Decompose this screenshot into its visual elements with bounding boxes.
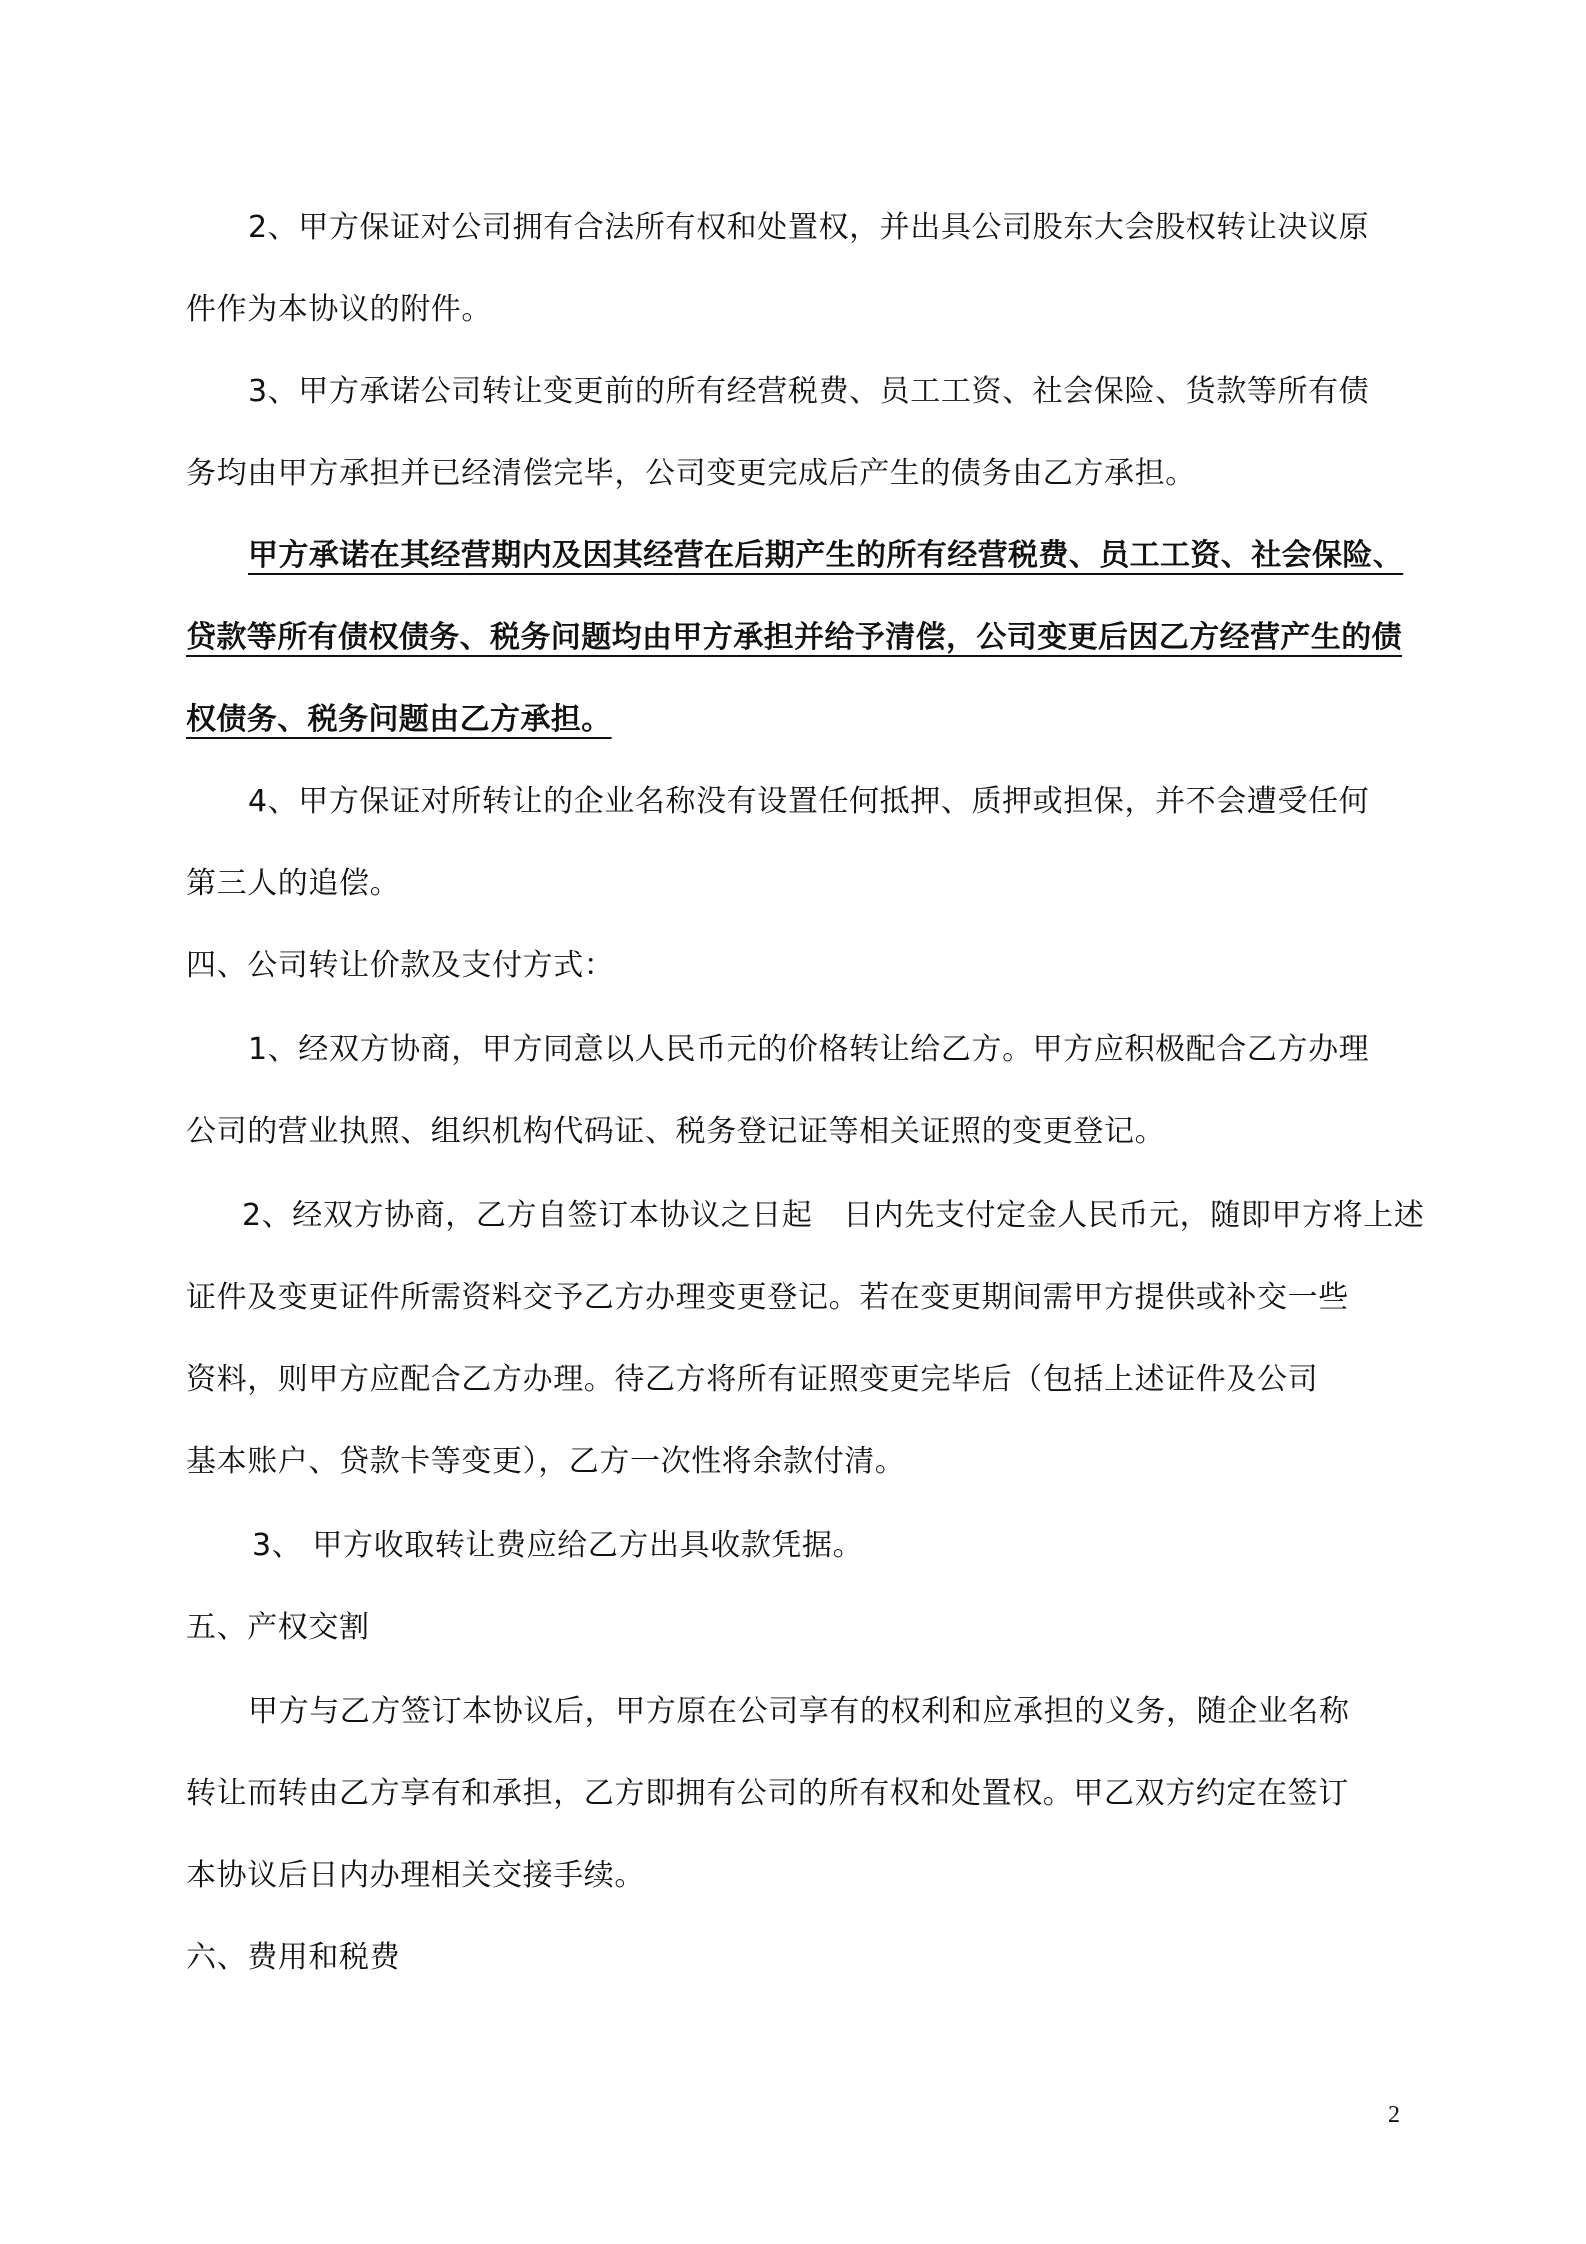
inserted-clause-line-1: 甲方承诺在其经营期内及因其经营在后期产生的所有经营税费、员工工资、社会保险、: [248, 538, 1404, 573]
clause-3-2-line-2: 件作为本协议的附件。: [186, 292, 492, 327]
clause-4-1-line-2: 公司的营业执照、组织机构代码证、税务登记证等相关证照的变更登记。: [186, 1114, 1166, 1149]
clause-3-2-line-1: 2、甲方保证对公司拥有合法所有权和处置权，并出具公司股东大会股权转让决议原: [248, 210, 1370, 245]
inserted-clause-line-2: 贷款等所有债权债务、税务问题均由甲方承担并给予清偿，公司变更后因乙方经营产生的债: [186, 620, 1402, 655]
section-5-body-line-1: 甲方与乙方签订本协议后，甲方原在公司享有的权利和应承担的义务，随企业名称: [248, 1694, 1350, 1729]
clause-4-3: 3、 甲方收取转让费应给乙方出具收款凭据。: [252, 1528, 864, 1563]
clause-4-2-line-1: 2、经双方协商，乙方自签订本协议之日起 日内先支付定金人民币元，随即甲方将上述: [242, 1198, 1425, 1233]
clause-4-2-line-4: 基本账户、贷款卡等变更），乙方一次性将余款付清。: [186, 1444, 906, 1479]
section-5-body-line-2: 转让而转由乙方享有和承担，乙方即拥有公司的所有权和处置权。甲乙双方约定在签订: [186, 1776, 1349, 1811]
clause-3-4-line-2: 第三人的追偿。: [186, 866, 401, 901]
section-5-heading: 五、产权交割: [186, 1610, 370, 1645]
section-4-heading: 四、公司转让价款及支付方式：: [186, 948, 615, 983]
section-5-body-line-3: 本协议后日内办理相关交接手续。: [186, 1858, 645, 1893]
clause-3-3-line-1: 3、甲方承诺公司转让变更前的所有经营税费、员工工资、社会保险、货款等所有债: [248, 374, 1370, 409]
page-number: 2: [1388, 2102, 1400, 2128]
clause-4-2-line-2: 证件及变更证件所需资料交予乙方办理变更登记。若在变更期间需甲方提供或补交一些: [186, 1280, 1349, 1315]
inserted-clause-line-3: 权债务、税务问题由乙方承担。: [186, 702, 612, 737]
clause-3-3-line-2: 务均由甲方承担并已经清偿完毕，公司变更完成后产生的债务由乙方承担。: [186, 456, 1196, 491]
clause-4-2-line-3: 资料，则甲方应配合乙方办理。待乙方将所有证照变更完毕后（包括上述证件及公司: [186, 1362, 1319, 1397]
clause-4-1-line-1: 1、经双方协商，甲方同意以人民币元的价格转让给乙方。甲方应积极配合乙方办理: [248, 1032, 1370, 1067]
section-6-heading: 六、费用和税费: [186, 1940, 401, 1975]
clause-3-4-line-1: 4、甲方保证对所转让的企业名称没有设置任何抵押、质押或担保，并不会遭受任何: [248, 784, 1370, 819]
